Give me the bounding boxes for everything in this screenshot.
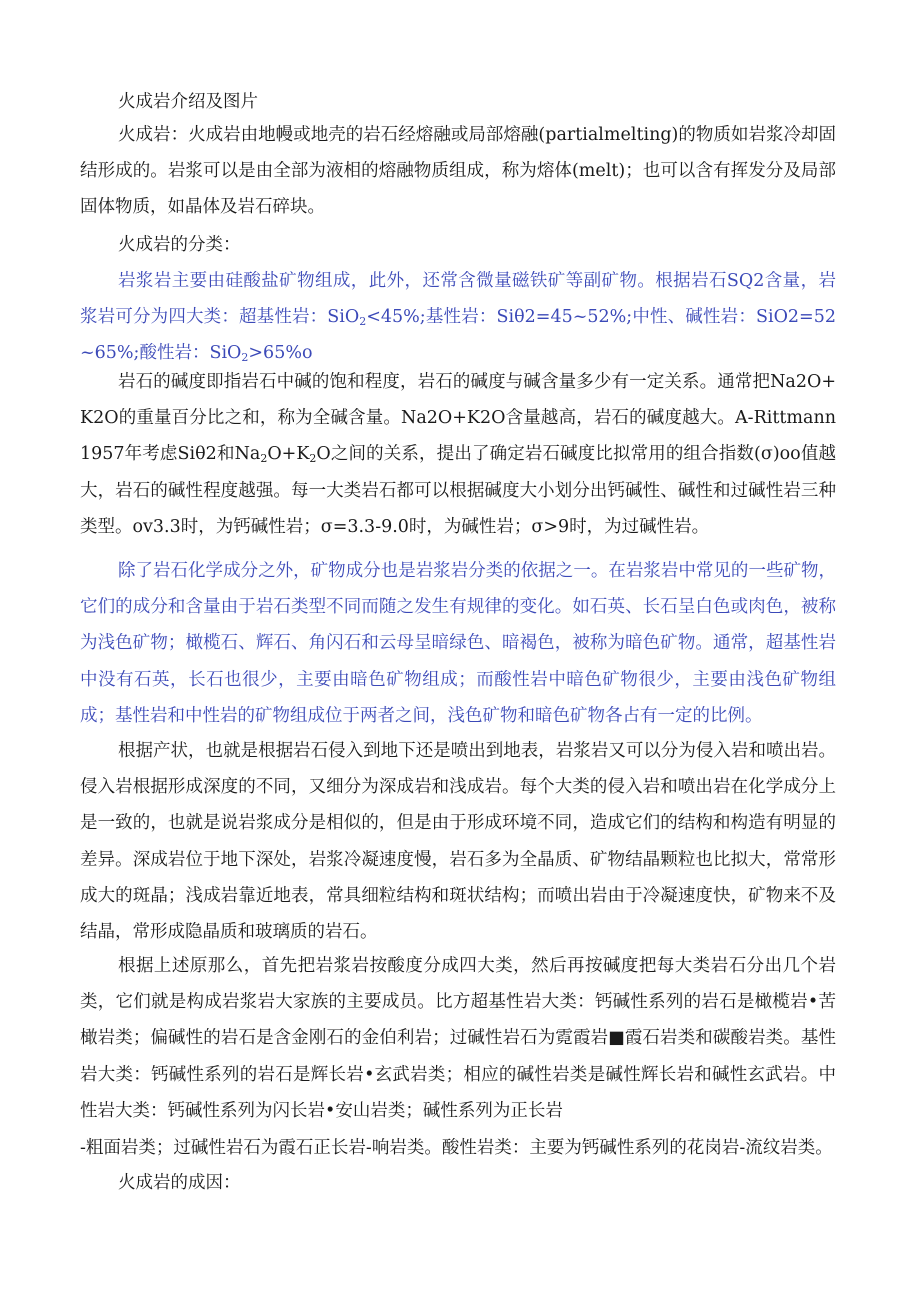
origin-heading: 火成岩的成因： [118,1173,241,1193]
silica-sub-2: 2 [241,351,249,365]
silica-text-1: 岩浆岩主要由硅酸盐矿物组成，此外，还常含微量磁铁矿等副矿物。根据岩石SQ2含量，岩浆岩可分为四大类：超基性岩：SiO [80,271,836,328]
silica-text-3: >65%o [248,343,313,364]
alkalinity-sub-1: 2 [260,452,268,466]
document-title: 火成岩介绍及图片 [118,92,258,112]
intro-paragraph [80,117,836,226]
families-continuation: -粗面岩类；过碱性岩石为霞石正长岩-响岩类。酸性岩类：主要为钙碱性系列的花岗岩-流纹岩类。 [80,1138,833,1158]
alkalinity-paragraph [80,364,836,545]
intro-term: 火成岩 [118,125,171,145]
alkalinity-text-2: O+K [267,444,310,465]
classification-heading: 火成岩的分类： [118,235,241,255]
silica-text-2: <45%;基性岩：Siθ2=45~52%;中性、碱性岩：SiO2=52~65%;酸性岩：SiO [80,307,836,364]
silica-sub-1: 2 [359,315,367,329]
intro-colon: ： [170,125,189,145]
intro-text: 火成岩由地幔或地壳的岩石经熔融或局部熔融(partialmelting)的物质如岩浆冷却固结形成的。岩浆可以是由全部为液相的熔融物质组成，称为熔体(melt)；也可以含有挥发分及局部固体物质，如晶体及岩石碎块。 [80,125,837,218]
minerals-paragraph: 除了岩石化学成分之外，矿物成分也是岩浆岩分类的依据之一。在岩浆岩中常见的一些矿物，它们的成分和含量由于岩石类型不同而随之发生有规律的变化。如石英、长石呈白色或肉色，被称为浅色矿物；橄榄石、辉石、角闪石和云母呈暗绿色、暗褐色，被称为暗色矿物。通常，超基性岩中没有石英，长石也很少，主要由暗色矿物组成；而酸性岩中暗色矿物很少，主要由浅色矿物组成；基性岩和中性岩的矿物组成位于两者之间，浅色矿物和暗色矿物各占有一定的比例。 [80,561,836,726]
occurrence-paragraph: 根据产状，也就是根据岩石侵入到地下还是喷出到地表，岩浆岩又可以分为侵入岩和喷出岩。侵入岩根据形成深度的不同，又细分为深成岩和浅成岩。每个大类的侵入岩和喷出岩在化学成分上是一致的，也就是说岩浆成分是相似的，但是由于形成环境不同，造成它们的结构和构造有明显的差异。深成岩位于地下深处，岩浆冷凝速度慢，岩石多为全晶质、矿物结晶颗粒也比拟大，常常形成大的斑晶；浅成岩靠近地表，常具细粒结构和斑状结构；而喷出岩由于冷凝速度快，矿物来不及结晶，常形成隐晶质和玻璃质的岩石。 [80,741,836,943]
alkalinity-sub-2: 2 [309,452,317,466]
alkalinity-text-1: 岩石的碱度即指岩石中碱的饱和程度，岩石的碱度与碱含量多少有一定关系。通常把Na2O+K2O的重量百分比之和，称为全碱含量。Na2O+K2O含量越高，岩石的碱度越大。A-Rittmann1957年考虑Siθ2和Na [80,372,836,465]
alkalinity-text-3: O之间的关系，提出了确定岩石碱度比拟常用的组合指数(σ)oo值越大，岩石的碱性程度越强。每一大类岩石都可以根据碱度大小划分出钙碱性、碱性和过碱性岩三种类型。ov3.3时，为钙碱性岩；σ=3.3-9.0时，为碱性岩；σ>9时，为过碱性岩。 [80,444,836,537]
families-paragraph: 根据上述原那么，首先把岩浆岩按酸度分成四大类，然后再按碱度把每大类岩石分出几个岩类，它们就是构成岩浆岩大家族的主要成员。比方超基性岩大类：钙碱性系列的岩石是橄榄岩•苦橄岩类；偏碱性的岩石是含金刚石的金伯利岩；过碱性岩石为霓霞岩■霞石岩类和碳酸岩类。基性岩大类：钙碱性系列的岩石是辉长岩•玄武岩类；相应的碱性岩类是碱性辉长岩和碱性玄武岩。中性岩大类：钙碱性系列为闪长岩•安山岩类；碱性系列为正长岩 [80,956,836,1121]
silica-paragraph [80,263,836,372]
